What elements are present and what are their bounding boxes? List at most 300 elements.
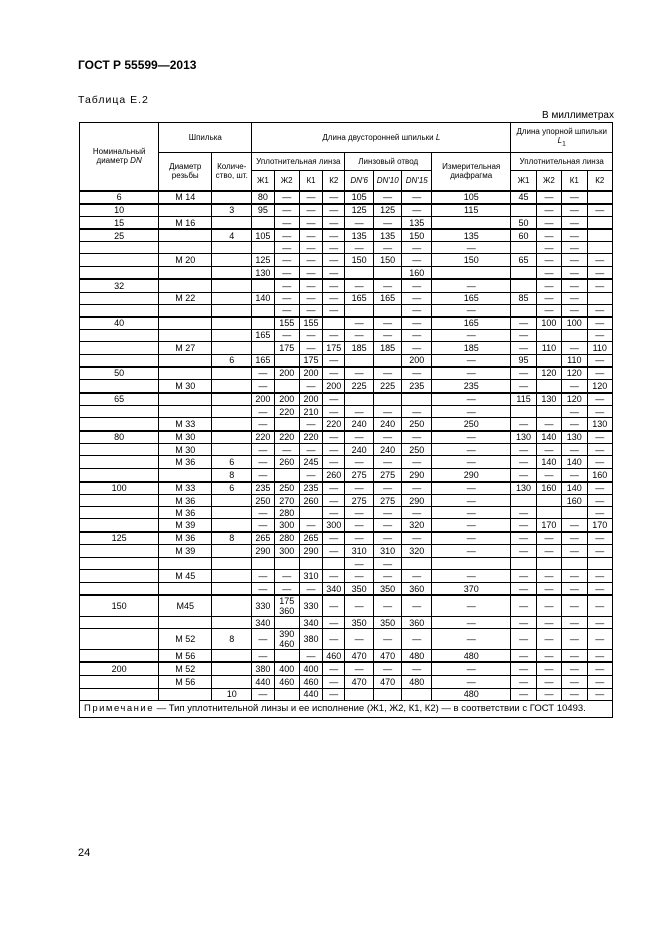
table-cell: 165	[252, 329, 274, 341]
table-cell: —	[432, 532, 511, 545]
table-cell: —	[511, 469, 536, 482]
table-cell: 3	[212, 204, 252, 217]
table-cell: —	[373, 191, 402, 204]
table-row	[80, 204, 613, 217]
table-cell: 275	[373, 495, 402, 507]
table-cell	[80, 570, 159, 583]
header-col: К2	[587, 171, 613, 191]
table-cell: —	[323, 279, 345, 292]
table-cell: 105	[345, 191, 374, 204]
table-cell: 360	[402, 617, 432, 629]
table-cell: 110	[587, 341, 613, 354]
table-cell	[402, 558, 432, 570]
table-cell	[159, 317, 212, 330]
table-cell	[159, 229, 212, 242]
table-cell: —	[432, 482, 511, 495]
table-cell: —	[432, 617, 511, 629]
table-cell: —	[432, 354, 511, 367]
table-cell: 200	[299, 393, 322, 406]
table-cell: 6	[212, 482, 252, 495]
table-cell	[159, 279, 212, 292]
table-cell	[80, 242, 159, 254]
table-cell: —	[252, 688, 274, 700]
table-cell: 150	[402, 229, 432, 242]
table-cell: —	[536, 629, 561, 650]
table-cell: 80	[80, 431, 159, 444]
table-cell: —	[562, 545, 587, 558]
table-cell: —	[323, 495, 345, 507]
header-col: Ж2	[536, 171, 561, 191]
table-cell: —	[323, 267, 345, 280]
table-cell: —	[373, 519, 402, 532]
table-cell: —	[323, 444, 345, 456]
table-cell: 50	[511, 217, 536, 230]
table-cell: —	[402, 317, 432, 330]
table-cell: —	[511, 545, 536, 558]
table-cell: 275	[345, 469, 374, 482]
table-cell: М 16	[159, 217, 212, 230]
table-cell: —	[587, 662, 613, 675]
header-col: Ж1	[252, 171, 274, 191]
table-cell: —	[432, 393, 511, 406]
table-cell: —	[536, 267, 561, 280]
table-cell: 240	[373, 444, 402, 456]
table-cell: —	[323, 242, 345, 254]
table-cell	[587, 292, 613, 304]
table-cell	[274, 380, 299, 393]
table-row	[80, 380, 613, 393]
table-cell	[80, 688, 159, 700]
table-cell	[80, 254, 159, 267]
table-cell: —	[587, 354, 613, 367]
table-cell: —	[299, 444, 322, 456]
table-cell	[373, 688, 402, 700]
table-cell: —	[345, 367, 374, 380]
table-row	[80, 217, 613, 230]
table-cell	[212, 444, 252, 456]
table-cell: —	[562, 532, 587, 545]
table-cell: —	[536, 304, 561, 317]
table-cell: 130	[252, 267, 274, 280]
table-cell: М 30	[159, 431, 212, 444]
table-cell: —	[345, 570, 374, 583]
table-cell: —	[562, 650, 587, 663]
table-cell: 135	[373, 229, 402, 242]
table-cell: 140	[536, 456, 561, 469]
table-cell: —	[323, 617, 345, 629]
table-cell: —	[323, 254, 345, 267]
table-cell: 6	[212, 354, 252, 367]
table-cell: —	[511, 662, 536, 675]
table-cell: —	[536, 675, 561, 688]
table-cell: —	[587, 317, 613, 330]
table-cell: —	[562, 688, 587, 700]
table-cell: —	[373, 242, 402, 254]
table-cell: —	[587, 254, 613, 267]
table-cell: —	[562, 217, 587, 230]
table-cell	[159, 367, 212, 380]
table-cell: —	[536, 279, 561, 292]
table-cell: —	[432, 444, 511, 456]
table-cell: —	[432, 519, 511, 532]
table-cell: 130	[536, 393, 561, 406]
table-cell: 10	[80, 204, 159, 217]
table-cell: —	[402, 662, 432, 675]
table-cell: —	[345, 431, 374, 444]
table-cell: 6	[80, 191, 159, 204]
table-cell	[373, 304, 402, 317]
table-cell: —	[252, 456, 274, 469]
table-cell: 235	[299, 482, 322, 495]
table-cell	[536, 507, 561, 519]
table-cell	[80, 354, 159, 367]
table-cell: —	[274, 583, 299, 596]
table-cell: —	[373, 367, 402, 380]
table-cell: 130	[562, 431, 587, 444]
table-cell: 100	[80, 482, 159, 495]
table-cell: —	[373, 662, 402, 675]
table-cell: —	[373, 507, 402, 519]
table-cell	[212, 519, 252, 532]
table-cell	[159, 469, 212, 482]
table-cell: —	[562, 469, 587, 482]
table-row	[80, 292, 613, 304]
table-cell	[345, 393, 374, 406]
table-cell: —	[511, 688, 536, 700]
table-cell: —	[562, 242, 587, 254]
table-row	[80, 267, 613, 280]
table-cell: М 56	[159, 650, 212, 663]
table-cell: —	[511, 675, 536, 688]
table-cell	[345, 354, 374, 367]
table-cell: 8	[212, 469, 252, 482]
table-cell: —	[402, 570, 432, 583]
table-cell: —	[252, 519, 274, 532]
table-cell	[252, 279, 274, 292]
table-cell	[511, 242, 536, 254]
table-cell: —	[299, 229, 322, 242]
table-cell	[402, 393, 432, 406]
table-cell: 8	[212, 532, 252, 545]
table-cell	[159, 267, 212, 280]
table-cell: 185	[432, 341, 511, 354]
table-cell	[274, 688, 299, 700]
table-cell: —	[345, 595, 374, 617]
table-cell: 470	[373, 650, 402, 663]
table-cell: —	[536, 583, 561, 596]
table-cell: —	[252, 570, 274, 583]
table-cell: 360	[402, 583, 432, 596]
table-cell	[80, 545, 159, 558]
table-cell	[373, 393, 402, 406]
table-cell: —	[323, 482, 345, 495]
table-cell: —	[511, 367, 536, 380]
table-cell: —	[587, 304, 613, 317]
table-cell: 390 460	[274, 629, 299, 650]
table-cell: 60	[511, 229, 536, 242]
table-cell	[212, 393, 252, 406]
table-cell: 470	[373, 675, 402, 688]
table-cell: 175	[323, 341, 345, 354]
table-cell	[159, 242, 212, 254]
table-cell: —	[299, 279, 322, 292]
table-cell: —	[432, 279, 511, 292]
table-row	[80, 431, 613, 444]
header-col: Ж1	[511, 171, 536, 191]
table-cell	[323, 558, 345, 570]
table-cell: 260	[323, 469, 345, 482]
table-cell: 480	[432, 650, 511, 663]
table-cell: 32	[80, 279, 159, 292]
table-cell: —	[373, 217, 402, 230]
table-cell: —	[562, 304, 587, 317]
table-cell: 15	[80, 217, 159, 230]
table-cell: 185	[345, 341, 374, 354]
table-row	[80, 482, 613, 495]
table-cell: —	[323, 456, 345, 469]
table-cell: 115	[432, 204, 511, 217]
table-cell: —	[562, 675, 587, 688]
table-cell: 130	[587, 418, 613, 431]
table-cell: —	[432, 507, 511, 519]
table-cell	[252, 217, 274, 230]
header-col: К1	[299, 171, 322, 191]
table-cell: —	[536, 204, 561, 217]
table-row	[80, 304, 613, 317]
table-cell: 225	[373, 380, 402, 393]
table-cell: 85	[511, 292, 536, 304]
table-cell: —	[402, 329, 432, 341]
table-row	[80, 317, 613, 330]
table-cell	[511, 267, 536, 280]
table-cell: —	[299, 519, 322, 532]
table-cell: —	[587, 545, 613, 558]
table-cell: —	[323, 431, 345, 444]
table-cell: —	[274, 242, 299, 254]
table-cell	[299, 507, 322, 519]
table-cell: 340	[299, 617, 322, 629]
table-cell	[536, 380, 561, 393]
table-cell: —	[345, 558, 374, 570]
table-cell: 125	[252, 254, 274, 267]
table-cell: 165	[432, 292, 511, 304]
table-cell	[212, 304, 252, 317]
table-cell: —	[299, 304, 322, 317]
table-cell: —	[536, 650, 561, 663]
table-cell	[373, 267, 402, 280]
table-cell: —	[323, 507, 345, 519]
table-cell: —	[345, 279, 374, 292]
table-cell	[274, 650, 299, 663]
table-cell: 200	[252, 393, 274, 406]
table-cell: —	[536, 469, 561, 482]
table-row	[80, 254, 613, 267]
table-cell: —	[402, 507, 432, 519]
table-cell	[587, 191, 613, 204]
table-cell: —	[299, 204, 322, 217]
table-cell: 65	[80, 393, 159, 406]
table-cell: —	[373, 595, 402, 617]
table-cell	[80, 444, 159, 456]
table-cell: —	[252, 629, 274, 650]
table-cell: 140	[562, 456, 587, 469]
table-cell	[159, 354, 212, 367]
table-cell	[80, 456, 159, 469]
table-cell	[80, 267, 159, 280]
table-cell: 320	[402, 545, 432, 558]
table-cell: —	[587, 583, 613, 596]
table-cell: —	[299, 217, 322, 230]
header-col: К2	[323, 171, 345, 191]
table-cell: —	[373, 570, 402, 583]
table-cell: 275	[345, 495, 374, 507]
table-cell: —	[511, 595, 536, 617]
table-cell: —	[511, 380, 536, 393]
table-cell: 280	[274, 507, 299, 519]
table-cell: М 33	[159, 482, 212, 495]
table-cell	[80, 418, 159, 431]
table-cell: —	[536, 242, 561, 254]
table-cell: —	[536, 292, 561, 304]
table-cell: —	[323, 191, 345, 204]
table-cell: —	[511, 418, 536, 431]
table-cell	[159, 204, 212, 217]
table-cell: —	[536, 444, 561, 456]
table-cell: —	[536, 229, 561, 242]
table-cell: —	[323, 688, 345, 700]
table-cell: —	[402, 595, 432, 617]
table-cell: —	[323, 204, 345, 217]
table-cell	[80, 519, 159, 532]
table-cell: 165	[373, 292, 402, 304]
table-cell	[159, 583, 212, 596]
table-cell: —	[274, 570, 299, 583]
table-cell	[562, 558, 587, 570]
table-cell	[80, 341, 159, 354]
table-cell: —	[511, 532, 536, 545]
table-cell: 350	[345, 583, 374, 596]
table-cell: 175	[274, 341, 299, 354]
table-cell	[159, 406, 212, 418]
table-cell: 150	[432, 254, 511, 267]
table-cell: —	[323, 545, 345, 558]
table-cell: —	[432, 329, 511, 341]
table-cell: —	[432, 406, 511, 418]
table-cell	[511, 279, 536, 292]
table-cell: —	[536, 217, 561, 230]
table-cell: —	[299, 254, 322, 267]
table-cell	[212, 507, 252, 519]
table-cell: 460	[323, 650, 345, 663]
table-cell: —	[402, 254, 432, 267]
table-cell: 470	[345, 650, 374, 663]
table-cell	[252, 242, 274, 254]
table-cell: —	[587, 675, 613, 688]
table-cell: 40	[80, 317, 159, 330]
table-cell: —	[432, 662, 511, 675]
table-cell: 240	[345, 418, 374, 431]
table-cell	[212, 662, 252, 675]
table-cell	[212, 191, 252, 204]
table-cell: —	[323, 532, 345, 545]
table-cell: 150	[345, 254, 374, 267]
table-cell: 45	[511, 191, 536, 204]
table-cell: 140	[536, 431, 561, 444]
table-cell: 130	[511, 431, 536, 444]
table-cell: 480	[402, 650, 432, 663]
table-cell: 185	[373, 341, 402, 354]
table-cell: 260	[299, 495, 322, 507]
table-cell: —	[511, 507, 536, 519]
table-cell: 95	[252, 204, 274, 217]
table-row	[80, 229, 613, 242]
table-cell: —	[345, 456, 374, 469]
table-cell: —	[402, 406, 432, 418]
table-cell: М 36	[159, 495, 212, 507]
table-cell: 220	[299, 431, 322, 444]
table-cell	[212, 317, 252, 330]
table-cell: 460	[274, 675, 299, 688]
table-cell: 330	[252, 595, 274, 617]
header-length-stop: Длина упорной шпильки $L_1$	[511, 123, 613, 153]
table-cell: 135	[432, 229, 511, 242]
table-cell: —	[511, 629, 536, 650]
table-cell	[80, 583, 159, 596]
table-row	[80, 495, 613, 507]
table-cell: —	[402, 242, 432, 254]
table-cell: 280	[274, 532, 299, 545]
header-length-double: Длина двусторонней шпильки L	[252, 123, 511, 153]
table-cell: —	[432, 242, 511, 254]
table-row	[80, 329, 613, 341]
table-cell	[345, 304, 374, 317]
table-cell: М 45	[159, 570, 212, 583]
table-cell: 65	[511, 254, 536, 267]
table-cell: 105	[252, 229, 274, 242]
table-cell	[252, 558, 274, 570]
table-cell: —	[432, 495, 511, 507]
table-cell: 155	[299, 317, 322, 330]
table-cell: 110	[562, 354, 587, 367]
header-col: DN'10	[373, 171, 402, 191]
table-row	[80, 583, 613, 596]
table-cell: 380	[299, 629, 322, 650]
header-col: DN'15	[402, 171, 432, 191]
table-row	[80, 242, 613, 254]
table-cell: 210	[299, 406, 322, 418]
table-cell	[432, 267, 511, 280]
table-cell: 130	[511, 482, 536, 495]
table-cell: —	[432, 431, 511, 444]
table-cell: —	[323, 393, 345, 406]
table-row	[80, 629, 613, 650]
table-cell: 50	[80, 367, 159, 380]
table-cell: —	[252, 583, 274, 596]
table-cell: —	[299, 341, 322, 354]
table-cell: 250	[432, 418, 511, 431]
table-cell: 220	[274, 431, 299, 444]
table-cell: 220	[274, 406, 299, 418]
table-cell: 160	[536, 482, 561, 495]
table-row	[80, 367, 613, 380]
table-cell: М 33	[159, 418, 212, 431]
table-cell: —	[402, 191, 432, 204]
table-cell: 270	[274, 495, 299, 507]
table-cell	[212, 329, 252, 341]
table-cell: —	[402, 431, 432, 444]
table-cell	[80, 617, 159, 629]
table-cell: —	[511, 617, 536, 629]
